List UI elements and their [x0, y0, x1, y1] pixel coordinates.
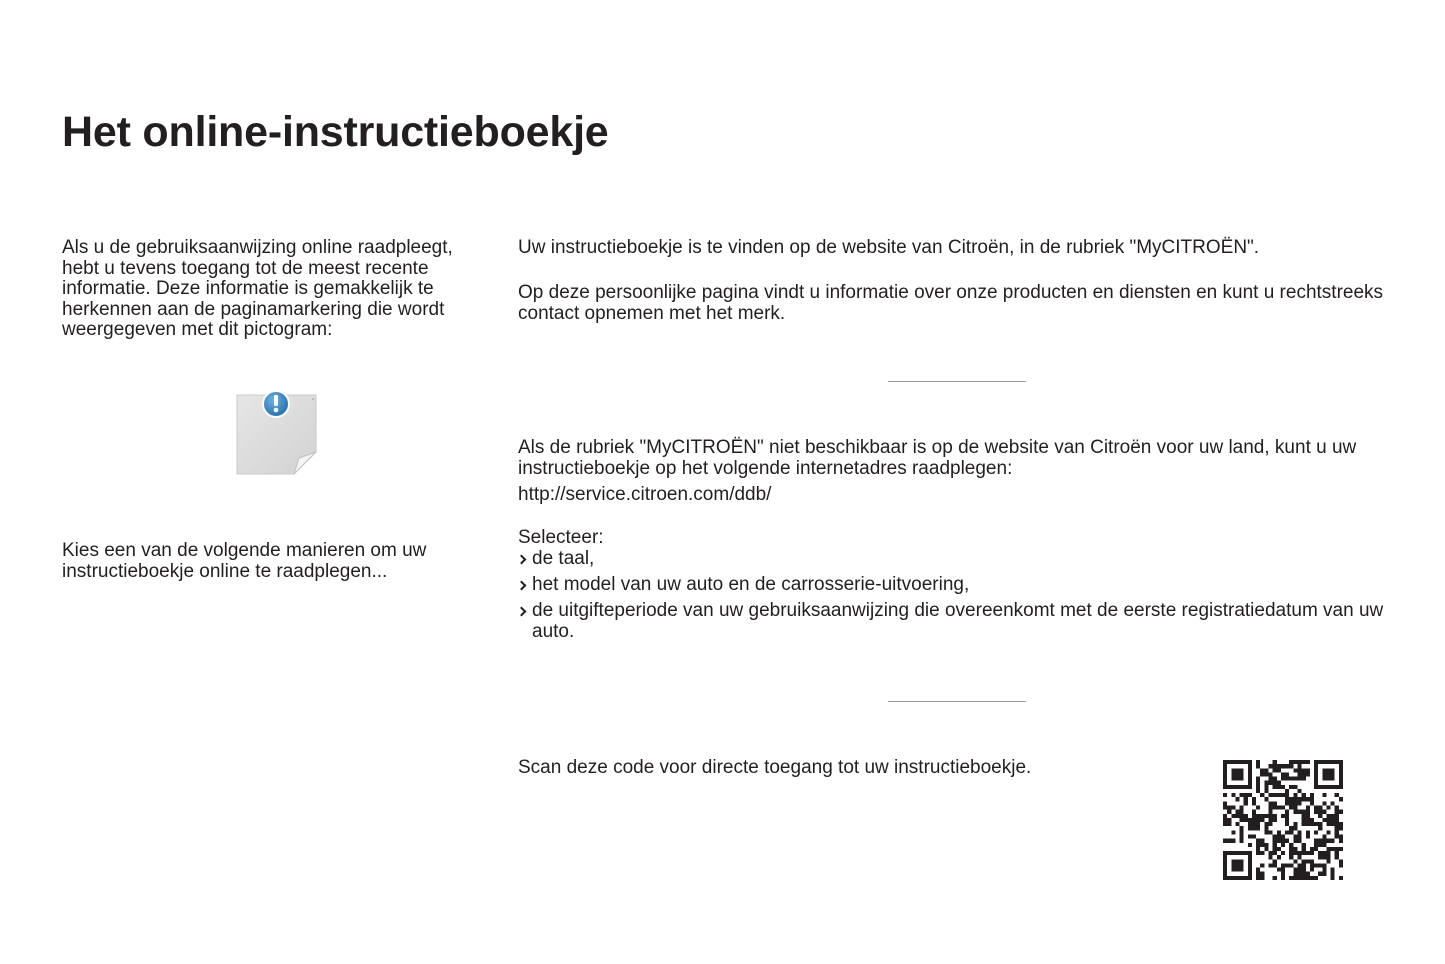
manual-url-link[interactable]: http://service.citroen.com/ddb/	[518, 484, 772, 505]
left-intro-text: Als u de gebruiksaanwijzing online raadpleegt, hebt u tevens toegang tot de meest recente informatie. Deze informatie is gemakkelijk te herkennen aan de paginamarkering die wordt weergegeven met dit pictogram:	[62, 237, 453, 340]
chevron-right-icon	[517, 581, 527, 591]
personal-page-text: Op deze persoonlijke pagina vindt u informatie over onze producten en diensten en kunt u rechtstreeks contact opnemen met het merk.	[518, 282, 1384, 324]
page-title: Het online-instructieboekje	[62, 108, 609, 156]
unavailable-info-text: Als de rubriek "MyCITROËN" niet beschikbaar is op de website van Citroën voor uw land, kunt u uw instructieboekje op het volgende internetadres raadplegen:	[518, 437, 1357, 479]
choose-method-text: Kies een van de volgende manieren om uw instructieboekje online te raadplegen...	[62, 540, 427, 582]
separator-line	[888, 381, 1026, 382]
select-list	[518, 549, 1388, 648]
qr-code-icon[interactable]	[1223, 760, 1343, 880]
separator-line	[888, 701, 1026, 702]
select-label: Selecteer:	[518, 527, 604, 548]
chevron-right-icon	[517, 607, 527, 617]
scan-instruction-text: Scan deze code voor directe toegang tot uw instructieboekje.	[518, 757, 1032, 778]
list-item: het model van uw auto en de carrosserie-uitvoering,	[518, 575, 1388, 596]
page-marker-info-icon	[236, 388, 320, 476]
chevron-right-icon	[517, 555, 527, 565]
list-item: de uitgifteperiode van uw gebruiksaanwijzing die overeenkomt met de eerste registratiedatum van uw auto.	[518, 601, 1388, 642]
list-item: de taal,	[518, 549, 1388, 570]
website-info-text: Uw instructieboekje is te vinden op de website van Citroën, in de rubriek "MyCITROËN".	[518, 237, 1260, 258]
